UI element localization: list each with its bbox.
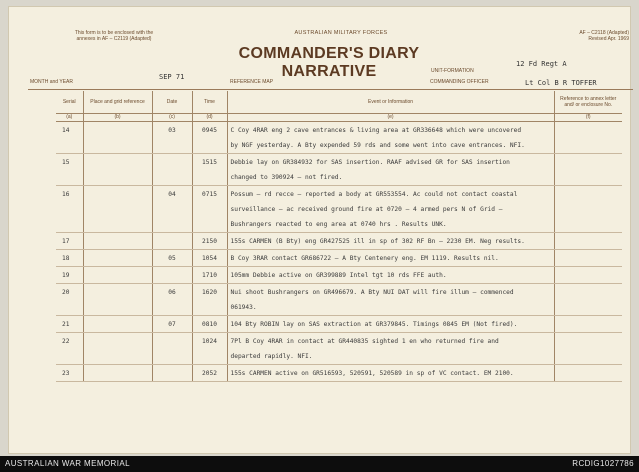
reference-cell xyxy=(554,121,622,153)
time-cell: 2052 xyxy=(192,364,227,381)
date-cell: 03 xyxy=(152,121,192,153)
date-cell xyxy=(152,232,192,249)
diary-row xyxy=(56,315,622,332)
serial-cell: 15 xyxy=(56,153,83,185)
event-line: C Coy 4RAR eng 2 cave entrances & living area at GR336648 which were uncovered xyxy=(230,126,522,134)
event-cell xyxy=(227,364,554,381)
event-cell xyxy=(227,249,554,266)
col-header-event: Event or Information xyxy=(227,91,554,113)
date-cell xyxy=(152,332,192,364)
event-line: Debbie lay on GR384932 for SAS insertion. RAAF advised GR for SAS insertion xyxy=(230,158,510,166)
event-cell xyxy=(227,185,554,232)
serial-cell: 19 xyxy=(56,266,83,283)
diary-row xyxy=(56,332,622,364)
event-line: 155s CARMEN active on GR516593, 520591, 520589 in sp of VC contact. EM 2100. xyxy=(230,369,514,377)
document-title: COMMANDER'S DIARY NARRATIVE xyxy=(238,45,420,80)
place-cell xyxy=(83,315,152,332)
event-line: departed rapidly. NFI. xyxy=(230,352,313,360)
month-year-value: SEP 71 xyxy=(159,73,185,81)
time-cell: 0945 xyxy=(192,121,227,153)
date-cell: 04 xyxy=(152,185,192,232)
time-cell: 1710 xyxy=(192,266,227,283)
reference-cell xyxy=(554,232,622,249)
serial-cell: 17 xyxy=(56,232,83,249)
reference-cell xyxy=(554,364,622,381)
enclosure-note-line1: This form is to be enclosed with the xyxy=(74,30,154,36)
col-letter-a: (a) xyxy=(56,113,83,121)
unit-formation-value: 12 Fd Regt A xyxy=(516,60,567,68)
place-cell xyxy=(83,121,152,153)
col-letter-d: (d) xyxy=(192,113,227,121)
commanding-officer-label: COMMANDING OFFICER xyxy=(430,79,489,85)
serial-cell: 16 xyxy=(56,185,83,232)
time-cell: 1024 xyxy=(192,332,227,364)
month-year-label: MONTH and YEAR xyxy=(30,79,73,85)
date-cell: 06 xyxy=(152,283,192,315)
col-header-serial: Serial xyxy=(56,91,83,113)
date-cell xyxy=(152,153,192,185)
place-cell xyxy=(83,283,152,315)
form-code-block xyxy=(549,30,629,42)
col-letter-f: (f) xyxy=(554,113,622,121)
reference-cell xyxy=(554,266,622,283)
reference-cell xyxy=(554,315,622,332)
event-line: 061943. xyxy=(230,303,257,311)
diary-row xyxy=(56,249,622,266)
col-letter-e: (e) xyxy=(227,113,554,121)
reference-cell xyxy=(554,283,622,315)
date-cell xyxy=(152,266,192,283)
event-line: Bushrangers reacted to eng area at 0740 hrs . Results UNK. xyxy=(230,220,447,228)
footer-source: AUSTRALIAN WAR MEMORIAL xyxy=(5,459,130,468)
event-cell xyxy=(227,315,554,332)
date-cell: 07 xyxy=(152,315,192,332)
diary-row xyxy=(56,153,622,185)
time-cell: 1620 xyxy=(192,283,227,315)
place-cell xyxy=(83,232,152,249)
event-line: 105mm Debbie active on GR399889 Intel tgt 10 rds FFE auth. xyxy=(230,271,447,279)
date-cell xyxy=(152,364,192,381)
event-cell xyxy=(227,266,554,283)
form-revised: Revised Apr. 1969 xyxy=(588,36,629,42)
place-cell xyxy=(83,266,152,283)
event-line: Nui shoot Bushrangers on GR496679. A Bty NUI DAT will fire illum – commenced xyxy=(230,288,514,296)
col-header-reference: Reference to annex letter and/ or enclosure No. xyxy=(554,91,622,113)
col-letter-b: (b) xyxy=(83,113,152,121)
reference-cell xyxy=(554,153,622,185)
event-line: 155s CARMEN (B Bty) eng GR427525 ill in sp of 302 RF Bn – 2230 EM. Neg results. xyxy=(230,237,525,245)
form-code: AF – C2118 (Adapted) xyxy=(579,30,629,36)
time-cell: 0715 xyxy=(192,185,227,232)
footer-bar xyxy=(0,456,639,472)
footer-record-id: RCDIG1027786 xyxy=(572,459,634,468)
event-line: by NGF yesterday. A Bty expended 59 rds and some went into cave entrances. NFI. xyxy=(230,141,525,149)
event-cell xyxy=(227,153,554,185)
serial-cell: 21 xyxy=(56,315,83,332)
diary-table xyxy=(56,91,622,382)
place-cell xyxy=(83,332,152,364)
header-metadata-row xyxy=(28,70,624,90)
place-cell xyxy=(83,153,152,185)
serial-cell: 14 xyxy=(56,121,83,153)
diary-row xyxy=(56,121,622,153)
serial-cell: 20 xyxy=(56,283,83,315)
col-header-time: Time xyxy=(192,91,227,113)
diary-entries xyxy=(56,121,622,381)
date-cell: 05 xyxy=(152,249,192,266)
diary-row xyxy=(56,232,622,249)
diary-row xyxy=(56,364,622,381)
reference-map-label: REFERENCE MAP xyxy=(230,79,274,85)
table-header-row xyxy=(56,91,622,113)
unit-formation-label: UNIT-FORMATION xyxy=(431,68,474,74)
organization-name: AUSTRALIAN MILITARY FORCES xyxy=(294,30,388,36)
event-cell xyxy=(227,121,554,153)
time-cell: 1054 xyxy=(192,249,227,266)
table-letter-row xyxy=(56,113,622,121)
event-line: B Coy 3RAR contact GR686722 – A Bty Centenery eng. EM 1119. Results nil. xyxy=(230,254,499,262)
serial-cell: 23 xyxy=(56,364,83,381)
event-cell xyxy=(227,232,554,249)
event-line: 7Pl B Coy 4RAR in contact at GR440835 sighted 1 en who returned fire and xyxy=(230,337,499,345)
enclosure-note-line2: annexes in AF – C2119 (Adapted) xyxy=(76,36,152,42)
commanding-officer-value: Lt Col B R TOFFER xyxy=(525,79,597,87)
diary-row xyxy=(56,283,622,315)
place-cell xyxy=(83,185,152,232)
time-cell: 2150 xyxy=(192,232,227,249)
event-line: Possum – rd recce – reported a body at GR553554. Ac could not contact coastal xyxy=(230,190,518,198)
reference-cell xyxy=(554,249,622,266)
reference-cell xyxy=(554,332,622,364)
diary-row xyxy=(56,185,622,232)
place-cell xyxy=(83,249,152,266)
event-line: 104 Bty ROBIN lay on SAS extraction at GR379845. Timings 0845 EM (Not fired). xyxy=(230,320,518,328)
time-cell: 1515 xyxy=(192,153,227,185)
serial-cell: 22 xyxy=(56,332,83,364)
event-cell xyxy=(227,283,554,315)
diary-row xyxy=(56,266,622,283)
place-cell xyxy=(83,364,152,381)
reference-cell xyxy=(554,185,622,232)
col-header-date: Date xyxy=(152,91,192,113)
serial-cell: 18 xyxy=(56,249,83,266)
enclosure-note xyxy=(54,30,174,42)
event-cell xyxy=(227,332,554,364)
time-cell: 0810 xyxy=(192,315,227,332)
event-line: surveillance – ac received ground fire at 0720 – 4 armed pers N of Grid – xyxy=(230,205,503,213)
header-divider xyxy=(28,89,633,90)
col-letter-c: (c) xyxy=(152,113,192,121)
event-line: changed to 390924 – not fired. xyxy=(230,173,343,181)
col-header-place: Place and grid reference xyxy=(83,91,152,113)
